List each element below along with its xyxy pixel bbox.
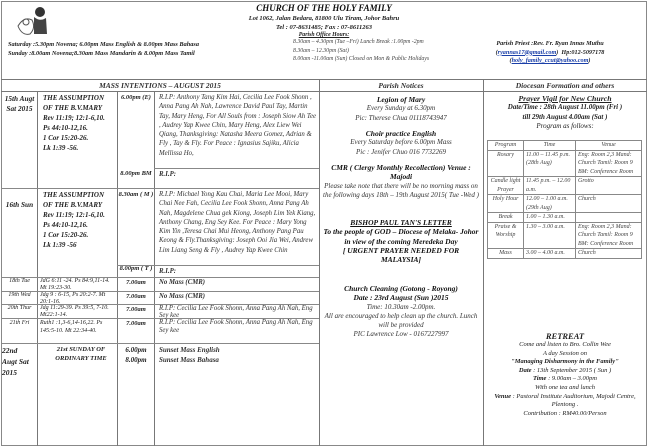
readings-19th: Jdg 9 : 6-15, Ps 20:2-7. Mt 20:1-16.	[40, 292, 106, 305]
date-19th: 19th Wed	[8, 292, 31, 298]
intention-16th-1: R.I.P: Michael Yong Kau Chai, Maria Lee Mooi, Mary Chai Nee Fah, Cecilia Lee Fook Shonn, Anna Pang Ah Nah, Magdelene Chua gek Kiong, Joseph Lim Yek Kiang, Anthony Chang, Eng Sey Kee. For Peace : Mary Yong Kim Yin ,Teresa Chai Mui Heong, Anthony Pang Pau Keong & Fly.Thanksgiving: Joseph Ooi Jia Wei, Andrew Lim Liang Seng & Fly , Audrey Yap Kwee Chin	[159, 191, 316, 254]
table-row: Break 1.00 – 1.30 a.m.	[488, 213, 642, 223]
section-mass-intentions: MASS INTENTIONS – AUGUST 2015	[1, 79, 319, 92]
church-address: Lot 1062, Jalan Bedara, 81800 Ulu Tiram, Johor Bahru	[248, 15, 400, 22]
office-hours	[293, 38, 429, 64]
prayer-vigil	[485, 94, 645, 131]
parish-priest: Parish Priest :Rev. Fr. Ryan Innas Muthu	[496, 40, 604, 47]
table-row: Candle light Prayer 11.45 p.m. – 12.00 a.m. Grotto	[488, 177, 642, 195]
vigil-program-table: Program Time Venue Rosary 11.00 – 11.45 p.m. (28th Aug) Eng: Room 2,3 Mand: Church Tamil: Room 9 BM: Conference Room Candle light Prayer 11.45 p.m. – 12.00 a.m. Grotto Holy Hour 12.00 – 1.00 a.m. (29th Aug) Church Break 1.00 – 1.30 a.m. Praise & Worship 1.30 – 3.00 a.m. Eng: Room 2,3 Mand: Church Tamil: Room 9 BM: Conference Room Mass 3.00 – 4.00 a.m. Church	[487, 140, 642, 259]
priest-phone: Hp:012-5097178	[561, 48, 605, 56]
priest-email-link[interactable]: ryannas17@gmail.com	[497, 48, 557, 56]
time-15th-1: 6.00pm (E)	[121, 94, 151, 101]
church-title: CHURCH OF THE HOLY FAMILY	[256, 3, 392, 13]
notice-choir: Choir practice English Every Saturday before 6.00pm Mass Pic : Jenifer Chuo 016 7732269	[350, 129, 452, 156]
office-hours-sun: 8.00am -11.00am (Sun) Closed on Mon & Public Holidays	[293, 56, 430, 62]
time-18th: 7.00am	[126, 279, 146, 286]
date-15th: 15th Augt Sat 2015	[4, 94, 35, 113]
mass-times	[8, 40, 199, 58]
vigil-program-label: Program as follows:	[536, 121, 594, 130]
church-phone: Tel : 07-8631485; Fax : 07-8611263	[276, 24, 372, 31]
table-row: Holy Hour 12.00 – 1.00 a.m. (29th Aug) Church	[488, 195, 642, 213]
intention-16th-2: R.I.P:	[159, 268, 176, 275]
retreat: RETREAT Come and listen to Bro. Collin Wee A day Session on "Managing Disharmony in the Family" Date : 13th September 2015 ( Sun ) Time : 9.00am – 3.00pm With one tea and lunch Venue : Pastoral Institute Auditorium, Majodi Centre, Plentong . Contribution : RM40.00/Person	[485, 331, 645, 418]
vigil-title: Prayer Vigil for New Church	[518, 94, 612, 103]
intention-18th: No Mass (CMR)	[159, 279, 206, 286]
intention-15th-2: R.I.P:	[159, 171, 176, 178]
notice-cmr: CMR ( Clergy Monthly Recollection) Venue : Majodi Please take note that there will be no morning mass on the following days 18th – 19th August 2015( Tue -Wed )	[323, 163, 479, 199]
readings-22nd: 21st SUNDAY OF ORDINARY TIME	[55, 346, 107, 362]
readings-15th: THE ASSUMPTION OF THE B.V.MARY Rev 11:19; 12:1-6,10. Ps 44:10-12,16. 1 Cor 15:20-26. Lk 1:39 -56.	[43, 94, 105, 152]
time-22nd: 6.00pm 8.00pm	[125, 346, 147, 364]
time-16th-1: 8.30am ( M )	[118, 191, 154, 198]
mass-times-saturday: Saturday :5.30pm Novena; 6.00pm Mass English & 8.00pm Mass Bahasa	[8, 41, 200, 48]
date-18th: 18th Tue	[9, 278, 30, 284]
intention-22nd: Sunset Mass English Sunset Mass Bahasa	[159, 346, 220, 364]
church-email-link[interactable]: holy_family_ccut@yahoo.com	[511, 57, 589, 64]
retreat-topic: "Managing Disharmony in the Family"	[511, 358, 619, 366]
readings-21th: Ruth1 :1,3-6,14-16,22. Ps 145:5-10. Mt 22:34-40.	[40, 320, 103, 334]
time-20th: 7.00am	[126, 306, 146, 313]
office-hours-title: Parish Office Hours:	[298, 32, 350, 38]
date-21th: 21th Fri	[9, 320, 30, 326]
readings-16th: THE ASSUMPTION OF THE B.V.MARY Rev 11:19; 12:1-6,10. Ps 44:10-12,16. 1 Cor 15:20-26. Lk 1:39 -56	[43, 191, 105, 249]
intention-15th-1: R.I.P: Anthony Tang Kim Hai, Cecilia Lee Fook Shonn , Anna Pang Ah Nah, Lawrence David Paul Tay, Martin Tay, Mary Heng, For All Souls from : Joseph Siow Ah Tee , Audrey Yap Kwee Chin, Mary Heng, Alex Liew Wei Qiang, Thanksgiving: Natasha Meera Gomez, Adrian & Fly , Tay & Fly. For Peace : Ignasius Sajiku, Alicia Mellissa Ho,	[159, 94, 317, 157]
retreat-title: RETREAT	[545, 331, 585, 341]
office-hours-weekday: 8.30am – 4.30pm (Tue –Fri) Lunch Break :1.00pm -2pm	[293, 39, 424, 45]
table-row: Mass 3.00 – 4.00 a.m. Church	[488, 249, 642, 259]
intention-20th: R.I.P: Cecilia Lee Fook Shonn, Anna Pang Ah Nah, Eng Sey kee	[159, 305, 313, 319]
vigil-date-end: till 29th August 4.00am (Sat )	[522, 112, 608, 121]
time-21th: 7.00am	[126, 320, 146, 327]
date-22nd: 22nd Augt Sat 2015	[2, 346, 29, 377]
table-row: Praise & Worship 1.30 – 3.00 a.m. Eng: Room 2,3 Mand: Church Tamil: Room 9 BM: Conference Room	[488, 222, 642, 249]
notice-bishop-letter: BISHOP PAUL TAN'S LETTER To the people of GOD – Diocese of Melaka- Johor in view of the coming Meredeka Day [ URGENT PRAYER NEEDED FOR MALAYSIA]	[323, 218, 479, 265]
table-row: Rosary 11.00 – 11.45 p.m. (28th Aug) Eng: Room 2,3 Mand: Church Tamil: Room 9 BM: Conference Room	[488, 150, 642, 177]
notice-church-cleaning: Church Cleaning (Gotong - Royong) Date : 23rd August (Sun )2015 Time: 10.30am -2.00pm. All are encouraged to help clean up the church. Lunch will be provided PIC Lawrence Low - 0167227997	[324, 284, 478, 339]
mass-times-sunday: Sunday :8.00am Novena;8.30am Mass Mandarin & 8.00pm Mass Tamil	[8, 50, 195, 57]
section-parish-notices: Parish Notices	[319, 79, 483, 92]
readings-18th: JdG 6:11 -24. Ps 84:9,11-14. Mt 19:23-30.	[40, 278, 110, 291]
priest-info: Parish Priest :Rev. Fr. Ryan Innas Muthu (ryannas17@gmail.com) Hp:012-5097178 (holy_family_ccut@yahoo.com)	[460, 40, 640, 66]
time-19th: 7.00am	[126, 293, 146, 300]
readings-20th: Jdg 11:29-39. Ps 39:5, 7-10. Mt22:1-14.	[40, 305, 109, 318]
intention-21th: R.I.P: Cecilia Lee Fook Shonn, Anna Pang Ah Nah, Eng Sey kee	[159, 319, 313, 334]
vigil-date-start: Date/Time : 28th August 11.00pm (Fri )	[507, 103, 623, 112]
date-20th: 20th Thur	[7, 305, 32, 311]
intention-19th: No Mass (CMR)	[159, 293, 206, 300]
section-diocesan: Diocesan Formation and others	[483, 79, 647, 92]
date-16th: 16th Sun	[5, 200, 34, 209]
notice-legion: Legion of Mary Every Sunday at 6.30pm Pic: Therese Chua 01118743947	[355, 95, 447, 122]
time-15th-2: 8.00pm BM	[120, 170, 152, 177]
office-hours-sat: 8.30am – 12.30pm (Sat)	[293, 47, 349, 54]
time-16th-2: 8.00pm ( T )	[119, 266, 153, 272]
